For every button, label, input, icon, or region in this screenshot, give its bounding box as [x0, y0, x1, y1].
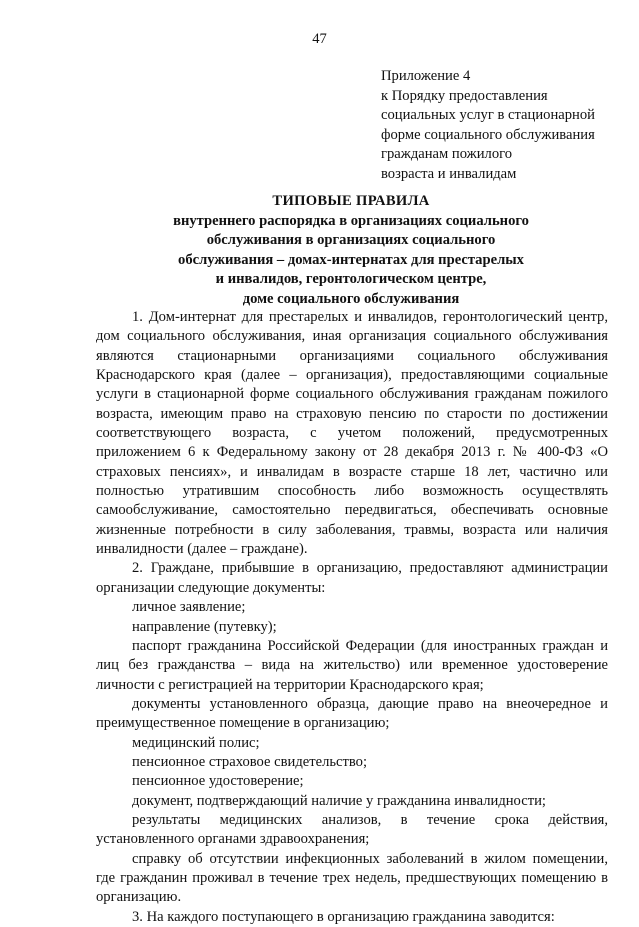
title-line: доме социального обслуживания	[242, 290, 460, 307]
list-item: документ, подтверждающий наличие у гражданина инвалидности;	[132, 792, 546, 809]
appendix-line: гражданам пожилого	[381, 146, 513, 162]
list-item: личное заявление;	[132, 599, 246, 616]
list-item: справку об отсутствии инфекционных заболеваний в жилом помещении, где гражданин проживал в течение трех недель, предшествующих помещению в организацию.	[96, 850, 608, 906]
document-body	[96, 308, 608, 927]
paragraph-2: 2. Граждане, прибывшие в организацию, предоставляют администрации организации следующие документы:	[96, 560, 608, 596]
page-number: 47	[312, 31, 327, 47]
title-line: и инвалидов, геронтологическом центре,	[215, 271, 487, 287]
title-line: обслуживания в организациях социального	[206, 232, 496, 248]
list-item: документы установленного образца, дающие право на внеочередное и преимущественное помещение в организацию;	[96, 695, 608, 732]
paragraph-3: 3. На каждого поступающего в организацию гражданина заводится:	[132, 908, 555, 925]
title-line: обслуживания – домах-интернатах для престарелых	[178, 251, 524, 268]
list-item: паспорт гражданина Российской Федерации (для иностранных граждан и лиц без гражданства – вида на жительство) или временное удостоверение личности с регистрацией на территории Краснодарского края;	[96, 637, 608, 693]
appendix-line: форме социального обслуживания	[381, 126, 595, 143]
list-item: медицинский полис;	[132, 734, 260, 751]
title-line: внутреннего распорядка в организациях социального	[173, 212, 529, 229]
appendix-line: к Порядку предоставления	[381, 87, 548, 104]
list-item: результаты медицинских анализов, в течение срока действия, установленного органами здравоохранения;	[96, 811, 608, 848]
list-item: направление (путевку);	[132, 618, 277, 635]
appendix-line: возраста и инвалидам	[381, 165, 517, 182]
appendix-line: Приложение 4	[381, 68, 471, 84]
title-heading: ТИПОВЫЕ ПРАВИЛА	[272, 193, 430, 209]
document-title	[60, 192, 639, 309]
paragraph-1: 1. Дом-интернат для престарелых и инвалидов, геронтологический центр, дом социального обслуживания, иная организация социального обслуживания являются стационарными организациями социального обслуживания Краснодарского края (далее – организация), предоставляющими социальные услуги в стационарной форме социального обслуживания гражданам пожилого возраста, имеющим право на страховую пенсию по старости по достижении соответствующего возраста, с учетом положений, предусмотренных приложением 6 к Федеральному закону от 28 декабря 2013 г. № 400-ФЗ «О страховых пенсиях», и инвалидам в возрасте старше 18 лет, частично или полностью утратившим способность либо возможность осуществлять самообслуживание, самостоятельно передвигаться, обеспечивать основные жизненные потребности в силу заболевания, травмы, возраста или наличия инвалидности (далее – граждане).	[96, 309, 608, 558]
appendix-reference	[381, 67, 621, 184]
appendix-line: социальных услуг в стационарной	[381, 107, 595, 123]
list-item: пенсионное страховое свидетельство;	[132, 753, 368, 770]
list-item: пенсионное удостоверение;	[132, 773, 304, 790]
